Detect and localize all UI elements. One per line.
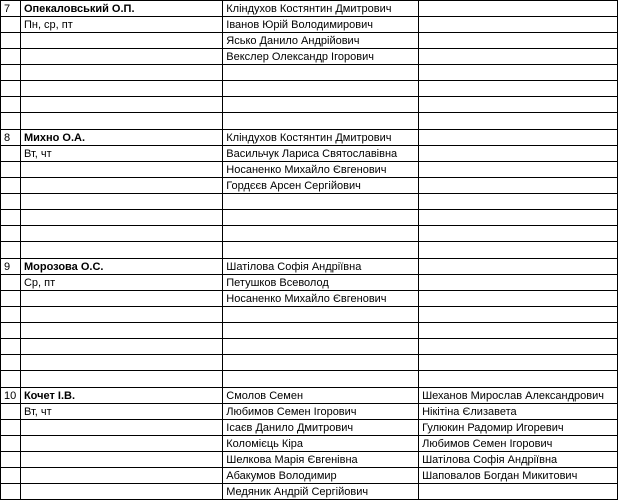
empty-cell[interactable]	[20, 33, 222, 49]
empty-cell[interactable]	[20, 291, 222, 307]
group-number-cell[interactable]	[1, 291, 21, 307]
empty-cell[interactable]	[223, 371, 419, 388]
spacer-row	[1, 113, 618, 130]
empty-cell[interactable]	[419, 242, 618, 259]
empty-cell[interactable]	[419, 371, 618, 388]
student-cell[interactable]: Носаненко Михайло Євгенович	[223, 162, 419, 178]
table-row	[1, 436, 618, 452]
group-number-cell[interactable]	[1, 355, 21, 371]
schedule-days-cell[interactable]: Вт, чт	[20, 404, 222, 420]
student-cell[interactable]	[419, 484, 618, 500]
schedule-days-cell[interactable]: Ср, пт	[20, 275, 222, 291]
table-row	[1, 146, 618, 162]
group-number-cell[interactable]: 9	[1, 259, 21, 275]
student-cell[interactable]	[419, 130, 618, 146]
student-cell[interactable]: Кліндухов Костянтин Дмитрович	[223, 1, 419, 17]
schedule-body	[1, 1, 618, 500]
table-row	[1, 162, 618, 178]
table-row	[1, 404, 618, 420]
group-number-cell[interactable]	[1, 484, 21, 500]
teacher-name-cell[interactable]: Морозова О.С.	[20, 259, 222, 275]
student-cell[interactable]	[223, 307, 419, 323]
table-row	[1, 226, 618, 242]
empty-cell[interactable]	[223, 113, 419, 130]
group-number-cell[interactable]: 8	[1, 130, 21, 146]
student-cell[interactable]	[419, 194, 618, 210]
group-number-cell[interactable]	[1, 468, 21, 484]
student-cell[interactable]	[419, 259, 618, 275]
group-number-cell[interactable]	[1, 33, 21, 49]
student-cell[interactable]: Ісаєв Данило Дмитрович	[223, 420, 419, 436]
student-cell[interactable]	[419, 226, 618, 242]
group-number-cell[interactable]	[1, 210, 21, 226]
empty-cell[interactable]	[20, 65, 222, 81]
teacher-name-cell[interactable]: Опекаловський О.П.	[20, 1, 222, 17]
student-cell[interactable]: Любимов Семен Ігорович	[223, 404, 419, 420]
student-cell[interactable]: Шатілова Софія Андріївна	[223, 259, 419, 275]
group-number-cell[interactable]	[1, 323, 21, 339]
empty-cell[interactable]	[20, 97, 222, 113]
group-number-cell[interactable]	[1, 339, 21, 355]
student-cell[interactable]	[223, 97, 419, 113]
student-cell[interactable]	[223, 355, 419, 371]
student-cell[interactable]	[223, 194, 419, 210]
student-cell[interactable]	[223, 65, 419, 81]
student-cell[interactable]: Коломієць Кіра	[223, 436, 419, 452]
table-row	[1, 178, 618, 194]
table-row	[1, 194, 618, 210]
student-cell[interactable]	[419, 162, 618, 178]
student-cell[interactable]	[419, 210, 618, 226]
group-number-cell[interactable]	[1, 275, 21, 291]
teacher-name-cell[interactable]: Кочет І.В.	[20, 388, 222, 404]
student-cell[interactable]: Ясько Данило Андрійович	[223, 33, 419, 49]
student-cell[interactable]: Шаповалов Богдан Микитович	[419, 468, 618, 484]
empty-cell[interactable]	[1, 113, 21, 130]
student-cell[interactable]: Кліндухов Костянтин Дмитрович	[223, 130, 419, 146]
empty-cell[interactable]	[1, 242, 21, 259]
empty-cell[interactable]	[20, 162, 222, 178]
empty-cell[interactable]	[20, 452, 222, 468]
student-cell[interactable]: Шеханов Мирослав Александрович	[419, 388, 618, 404]
empty-cell[interactable]	[20, 339, 222, 355]
table-row	[1, 130, 618, 146]
schedule-days-cell[interactable]: Вт, чт	[20, 146, 222, 162]
student-cell[interactable]: Смолов Семен	[223, 388, 419, 404]
student-cell[interactable]	[419, 1, 618, 17]
table-row	[1, 17, 618, 33]
table-row	[1, 307, 618, 323]
student-cell[interactable]: Носаненко Михайло Євгенович	[223, 291, 419, 307]
student-cell[interactable]	[223, 339, 419, 355]
group-number-cell[interactable]	[1, 97, 21, 113]
group-number-cell[interactable]	[1, 420, 21, 436]
table-row	[1, 275, 618, 291]
table-row	[1, 452, 618, 468]
student-cell[interactable]	[419, 65, 618, 81]
table-row	[1, 81, 618, 97]
group-number-cell[interactable]	[1, 81, 21, 97]
student-cell[interactable]	[223, 323, 419, 339]
schedule-days-cell[interactable]: Пн, ср, пт	[20, 17, 222, 33]
group-number-cell[interactable]	[1, 17, 21, 33]
group-number-cell[interactable]: 7	[1, 1, 21, 17]
student-cell[interactable]: Векслер Олександр Ігорович	[223, 49, 419, 65]
group-number-cell[interactable]	[1, 226, 21, 242]
student-cell[interactable]	[419, 33, 618, 49]
student-cell[interactable]	[419, 49, 618, 65]
empty-cell[interactable]	[419, 113, 618, 130]
student-cell[interactable]: Гулюкин Радомир Игоревич	[419, 420, 618, 436]
teacher-name-cell[interactable]: Михно О.А.	[20, 130, 222, 146]
student-cell[interactable]	[419, 146, 618, 162]
empty-cell[interactable]	[20, 323, 222, 339]
student-cell[interactable]: Петушков Всеволод	[223, 275, 419, 291]
student-cell[interactable]: Медяник Андрій Сергійович	[223, 484, 419, 500]
table-row	[1, 291, 618, 307]
table-row	[1, 388, 618, 404]
student-cell[interactable]: Шелкова Марія Євгенівна	[223, 452, 419, 468]
student-cell[interactable]	[419, 291, 618, 307]
empty-cell[interactable]	[20, 226, 222, 242]
empty-cell[interactable]	[20, 210, 222, 226]
empty-cell[interactable]	[223, 242, 419, 259]
spacer-row	[1, 371, 618, 388]
student-cell[interactable]: Шатілова Софія Андріївна	[419, 452, 618, 468]
table-row	[1, 484, 618, 500]
student-cell[interactable]	[419, 307, 618, 323]
empty-cell[interactable]	[20, 468, 222, 484]
table-row	[1, 1, 618, 17]
student-cell[interactable]	[419, 339, 618, 355]
table-row	[1, 355, 618, 371]
student-cell[interactable]: Іванов Юрій Володимирович	[223, 17, 419, 33]
group-number-cell[interactable]	[1, 404, 21, 420]
table-row	[1, 65, 618, 81]
group-number-cell[interactable]	[1, 162, 21, 178]
table-row	[1, 49, 618, 65]
empty-cell[interactable]	[20, 49, 222, 65]
empty-cell[interactable]	[20, 242, 222, 259]
empty-cell[interactable]	[20, 436, 222, 452]
empty-cell[interactable]	[20, 355, 222, 371]
group-number-cell[interactable]	[1, 307, 21, 323]
spacer-row	[1, 242, 618, 259]
group-number-cell[interactable]	[1, 146, 21, 162]
group-number-cell[interactable]	[1, 65, 21, 81]
table-row	[1, 468, 618, 484]
student-cell[interactable]	[419, 323, 618, 339]
group-number-cell[interactable]	[1, 194, 21, 210]
empty-cell[interactable]	[20, 371, 222, 388]
group-number-cell[interactable]	[1, 178, 21, 194]
table-row	[1, 420, 618, 436]
student-cell[interactable]: Гордєєв Арсен Сергійович	[223, 178, 419, 194]
empty-cell[interactable]	[20, 420, 222, 436]
student-cell[interactable]	[419, 17, 618, 33]
group-number-cell[interactable]	[1, 436, 21, 452]
group-number-cell[interactable]: 10	[1, 388, 21, 404]
table-row	[1, 210, 618, 226]
empty-cell[interactable]	[1, 371, 21, 388]
table-row	[1, 339, 618, 355]
empty-cell[interactable]	[20, 307, 222, 323]
student-cell[interactable]	[419, 97, 618, 113]
table-row	[1, 33, 618, 49]
table-row	[1, 259, 618, 275]
student-cell[interactable]	[419, 355, 618, 371]
student-cell[interactable]	[419, 178, 618, 194]
empty-cell[interactable]	[20, 81, 222, 97]
student-cell[interactable]: Любимов Семен Ігорович	[419, 436, 618, 452]
empty-cell[interactable]	[20, 484, 222, 500]
group-number-cell[interactable]	[1, 49, 21, 65]
table-row	[1, 97, 618, 113]
student-cell[interactable]	[419, 81, 618, 97]
student-cell[interactable]: Васильчук Лариса Святославівна	[223, 146, 419, 162]
student-cell[interactable]	[223, 226, 419, 242]
empty-cell[interactable]	[20, 194, 222, 210]
student-cell[interactable]	[223, 210, 419, 226]
student-cell[interactable]: Нікітіна Єлизавета	[419, 404, 618, 420]
table-row	[1, 323, 618, 339]
group-number-cell[interactable]	[1, 452, 21, 468]
student-cell[interactable]: Абакумов Володимир	[223, 468, 419, 484]
empty-cell[interactable]	[20, 113, 222, 130]
empty-cell[interactable]	[20, 178, 222, 194]
student-cell[interactable]	[223, 81, 419, 97]
student-cell[interactable]	[419, 275, 618, 291]
